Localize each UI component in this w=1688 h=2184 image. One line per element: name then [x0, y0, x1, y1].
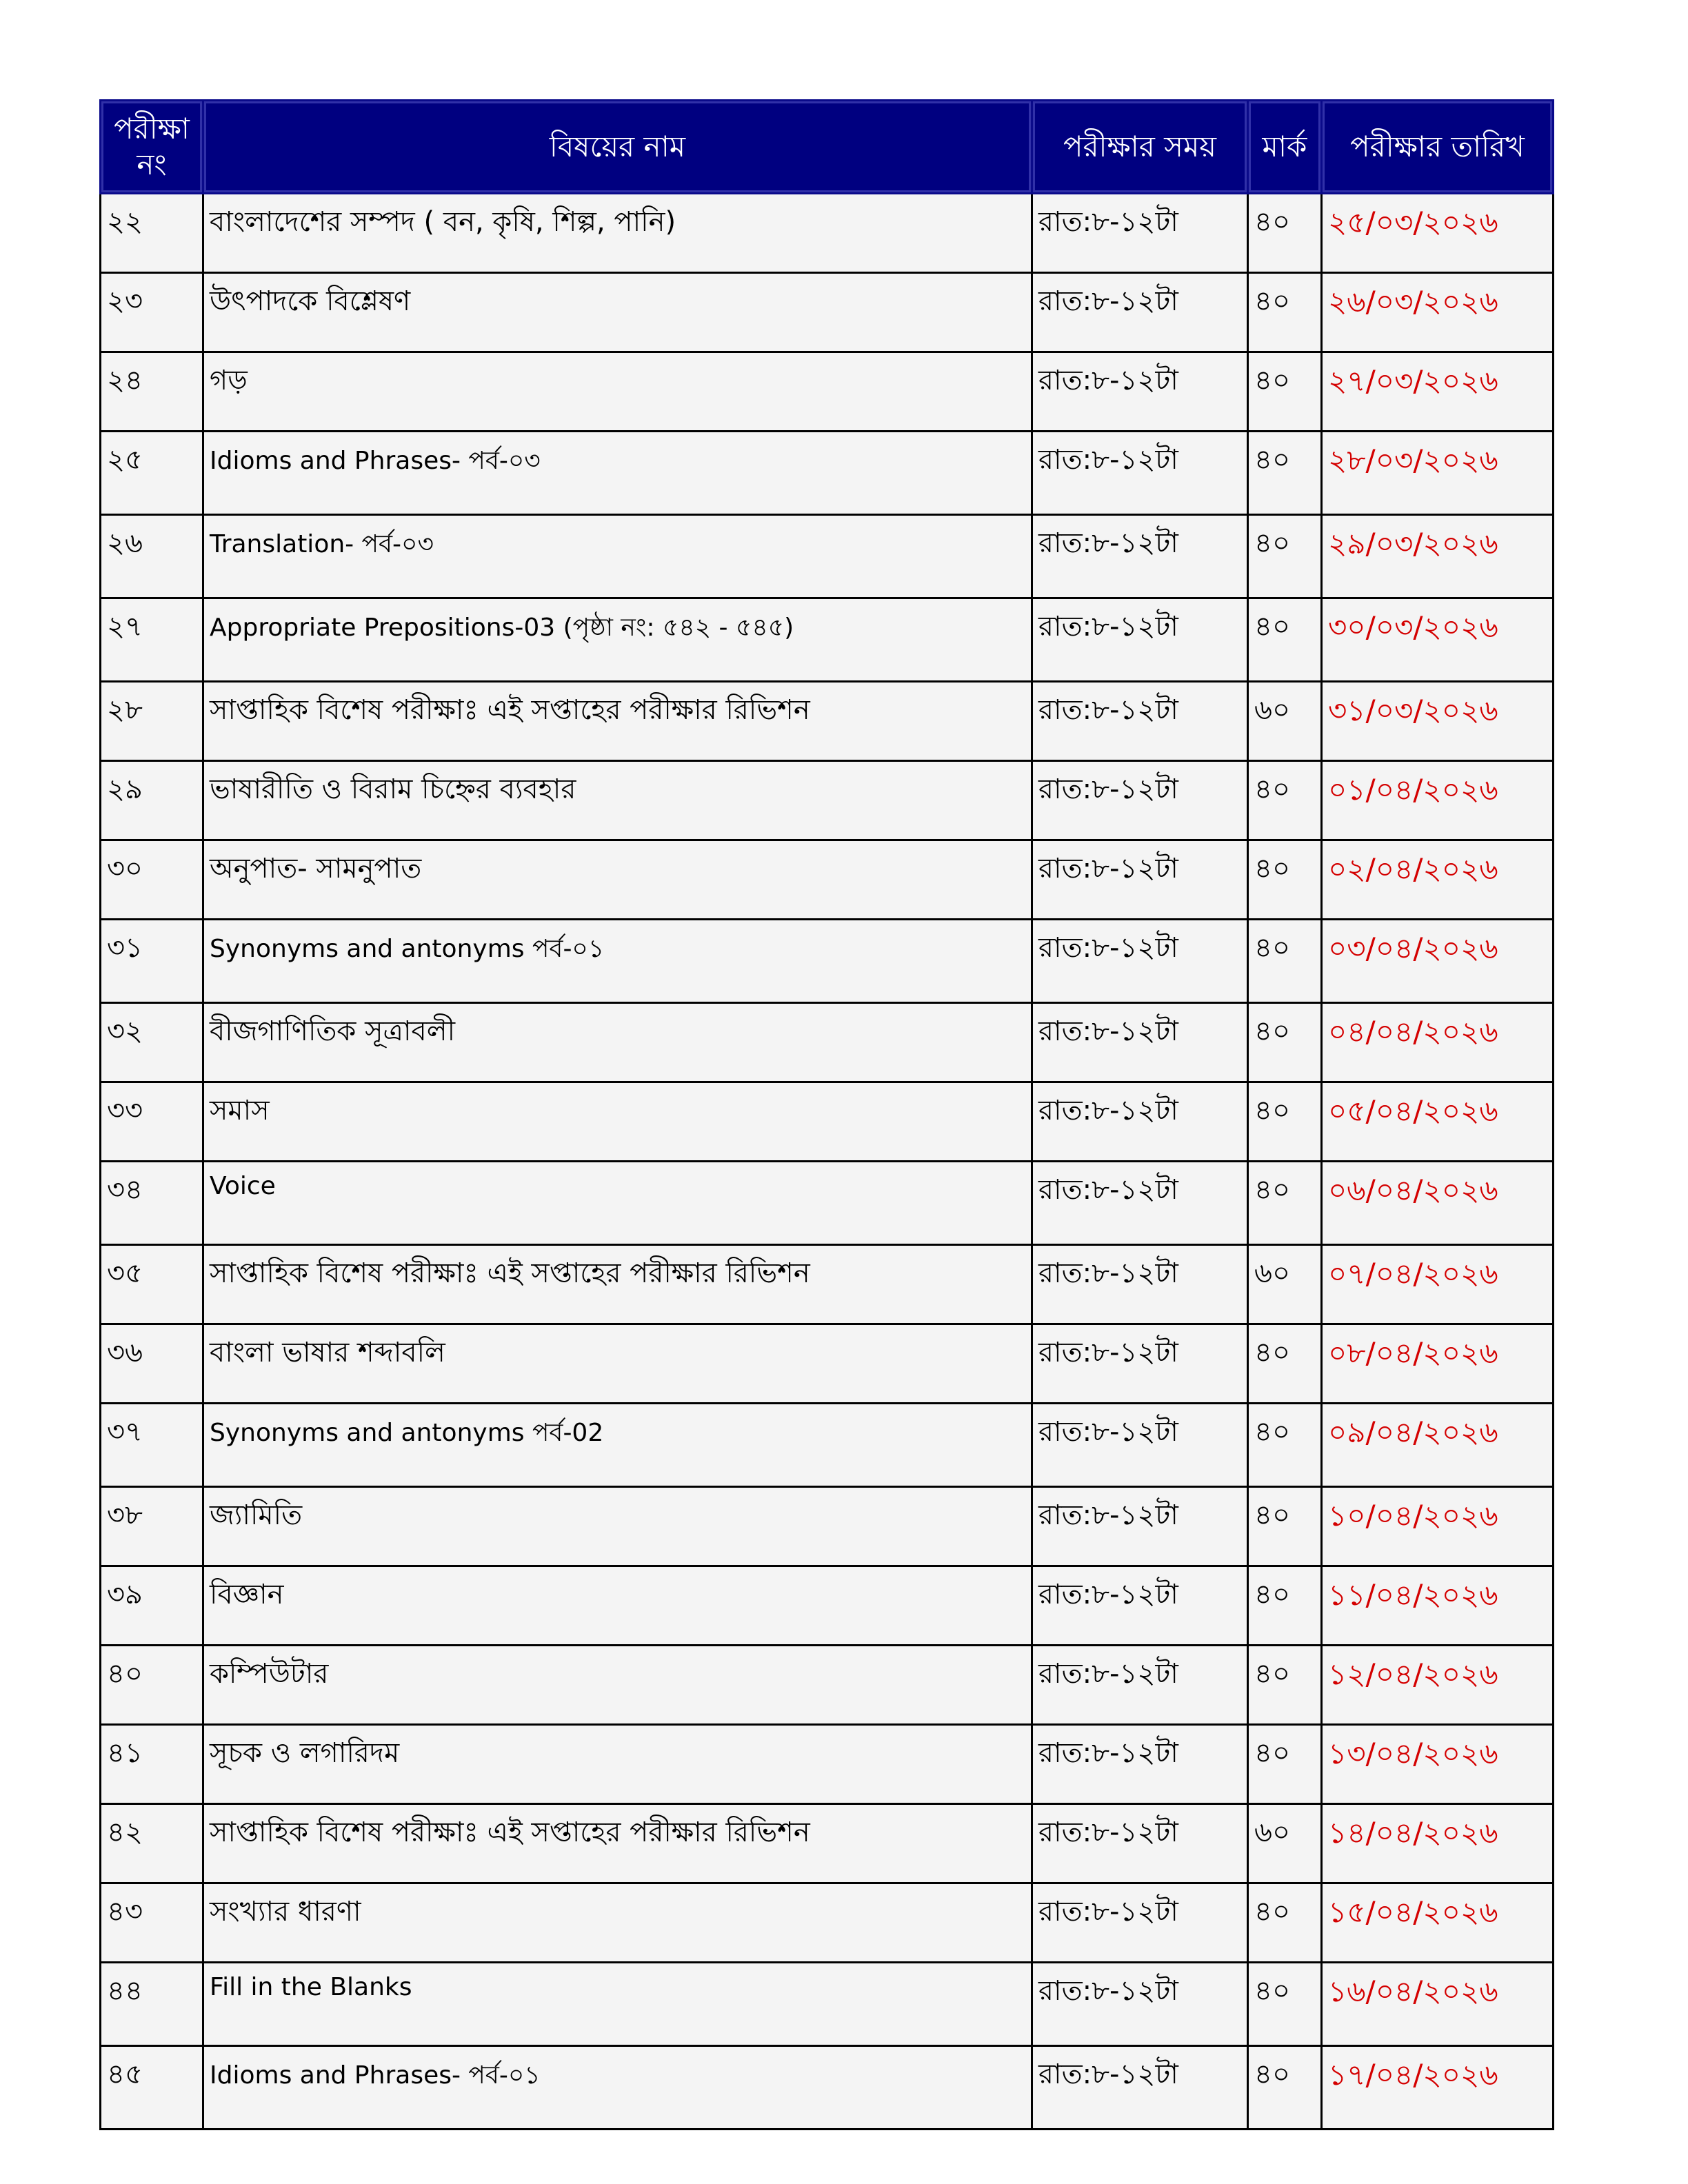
- cell-exam-no: ২৮: [101, 682, 203, 761]
- cell-subject: অনুপাত- সামনুপাত: [203, 840, 1032, 920]
- table-row: [101, 761, 1554, 840]
- cell-date: ২৮/০৩/২০২৬: [1322, 432, 1554, 515]
- cell-exam-no: ৩৭: [101, 1404, 203, 1487]
- cell-mark: ৪০: [1248, 1487, 1322, 1566]
- cell-date: ১৩/০৪/২০২৬: [1322, 1725, 1554, 1804]
- cell-time: রাত:৮-১২টা: [1032, 194, 1248, 273]
- table-row: [101, 1082, 1554, 1162]
- cell-subject: Fill in the Blanks: [203, 1963, 1032, 2046]
- cell-exam-no: ২৪: [101, 352, 203, 432]
- cell-subject: উৎপাদকে বিশ্লেষণ: [203, 273, 1032, 352]
- table-row: [101, 598, 1554, 682]
- cell-mark: ৪০: [1248, 1003, 1322, 1082]
- cell-date: ১৬/০৪/২০২৬: [1322, 1963, 1554, 2046]
- cell-subject: বিজ্ঞান: [203, 1566, 1032, 1646]
- cell-time: রাত:৮-১২টা: [1032, 1404, 1248, 1487]
- table-header: [101, 101, 1554, 194]
- cell-time: রাত:৮-১২টা: [1032, 1082, 1248, 1162]
- cell-exam-no: ৩১: [101, 920, 203, 1003]
- table-row: [101, 1804, 1554, 1883]
- cell-mark: ৪০: [1248, 1566, 1322, 1646]
- cell-time: রাত:৮-১২টা: [1032, 1324, 1248, 1404]
- table-row: [101, 2046, 1554, 2130]
- cell-exam-no: ৪১: [101, 1725, 203, 1804]
- cell-date: ০৭/০৪/২০২৬: [1322, 1245, 1554, 1324]
- cell-date: ২৯/০৩/২০২৬: [1322, 515, 1554, 598]
- header-subject: বিষয়ের নাম: [203, 101, 1032, 194]
- cell-subject: Idioms and Phrases- পর্ব-০৩: [203, 432, 1032, 515]
- cell-mark: ৪০: [1248, 920, 1322, 1003]
- header-row: [101, 101, 1554, 194]
- cell-time: রাত:৮-১২টা: [1032, 515, 1248, 598]
- cell-subject: বীজগাণিতিক সূত্রাবলী: [203, 1003, 1032, 1082]
- cell-subject: Synonyms and antonyms পর্ব-০১: [203, 920, 1032, 1003]
- cell-mark: ৪০: [1248, 1646, 1322, 1725]
- table-row: [101, 840, 1554, 920]
- cell-subject: বাংলাদেশের সম্পদ ( বন, কৃষি, শিল্প, পানি): [203, 194, 1032, 273]
- cell-time: রাত:৮-১২টা: [1032, 1725, 1248, 1804]
- table-row: [101, 1725, 1554, 1804]
- cell-date: ১৫/০৪/২০২৬: [1322, 1883, 1554, 1963]
- cell-time: রাত:৮-১২টা: [1032, 1646, 1248, 1725]
- table-row: [101, 432, 1554, 515]
- table-row: [101, 1487, 1554, 1566]
- cell-subject: সূচক ও লগারিদম: [203, 1725, 1032, 1804]
- cell-mark: ৪০: [1248, 194, 1322, 273]
- cell-subject: Synonyms and antonyms পর্ব-02: [203, 1404, 1032, 1487]
- header-time: পরীক্ষার সময়: [1032, 101, 1248, 194]
- table-row: [101, 1404, 1554, 1487]
- cell-time: রাত:৮-১২টা: [1032, 1883, 1248, 1963]
- cell-date: ৩০/০৩/২০২৬: [1322, 598, 1554, 682]
- cell-exam-no: ৩৫: [101, 1245, 203, 1324]
- cell-date: ১২/০৪/২০২৬: [1322, 1646, 1554, 1725]
- cell-time: রাত:৮-১২টা: [1032, 432, 1248, 515]
- table-row: [101, 1963, 1554, 2046]
- cell-exam-no: ৩৬: [101, 1324, 203, 1404]
- table-row: [101, 682, 1554, 761]
- table-row: [101, 194, 1554, 273]
- cell-time: রাত:৮-১২টা: [1032, 682, 1248, 761]
- cell-time: রাত:৮-১২টা: [1032, 1566, 1248, 1646]
- cell-mark: ৪০: [1248, 1725, 1322, 1804]
- cell-exam-no: ২৭: [101, 598, 203, 682]
- cell-mark: ৪০: [1248, 761, 1322, 840]
- header-date: পরীক্ষার তারিখ: [1322, 101, 1554, 194]
- table-row: [101, 515, 1554, 598]
- cell-mark: ৪০: [1248, 1324, 1322, 1404]
- cell-date: ১০/০৪/২০২৬: [1322, 1487, 1554, 1566]
- table-row: [101, 1162, 1554, 1245]
- cell-subject: Idioms and Phrases- পর্ব-০১: [203, 2046, 1032, 2130]
- cell-time: রাত:৮-১২টা: [1032, 1003, 1248, 1082]
- cell-date: ২৫/০৩/২০২৬: [1322, 194, 1554, 273]
- cell-date: ০৬/০৪/২০২৬: [1322, 1162, 1554, 1245]
- table-row: [101, 1245, 1554, 1324]
- cell-time: রাত:৮-১২টা: [1032, 1804, 1248, 1883]
- cell-exam-no: ৪৫: [101, 2046, 203, 2130]
- cell-subject: সাপ্তাহিক বিশেষ পরীক্ষাঃ এই সপ্তাহের পরীক্ষার রিভিশন: [203, 1245, 1032, 1324]
- table-body: [101, 194, 1554, 2130]
- cell-subject: Appropriate Prepositions-03 (পৃষ্ঠা নং: ৫৪২ - ৫৪৫): [203, 598, 1032, 682]
- cell-time: রাত:৮-১২টা: [1032, 1245, 1248, 1324]
- cell-exam-no: ৩৩: [101, 1082, 203, 1162]
- table-row: [101, 920, 1554, 1003]
- cell-mark: ৪০: [1248, 273, 1322, 352]
- cell-time: রাত:৮-১২টা: [1032, 920, 1248, 1003]
- cell-date: ০১/০৪/২০২৬: [1322, 761, 1554, 840]
- cell-date: ১৪/০৪/২০২৬: [1322, 1804, 1554, 1883]
- cell-mark: ৪০: [1248, 1963, 1322, 2046]
- table-row: [101, 1883, 1554, 1963]
- cell-mark: ৪০: [1248, 352, 1322, 432]
- cell-exam-no: ৩০: [101, 840, 203, 920]
- cell-time: রাত:৮-১২টা: [1032, 2046, 1248, 2130]
- cell-time: রাত:৮-১২টা: [1032, 1963, 1248, 2046]
- cell-mark: ৪০: [1248, 515, 1322, 598]
- cell-mark: ৬০: [1248, 682, 1322, 761]
- cell-date: ০৫/০৪/২০২৬: [1322, 1082, 1554, 1162]
- header-mark: মার্ক: [1248, 101, 1322, 194]
- cell-subject: সমাস: [203, 1082, 1032, 1162]
- cell-time: রাত:৮-১২টা: [1032, 352, 1248, 432]
- table-row: [101, 273, 1554, 352]
- cell-exam-no: ৩২: [101, 1003, 203, 1082]
- cell-subject: সাপ্তাহিক বিশেষ পরীক্ষাঃ এই সপ্তাহের পরীক্ষার রিভিশন: [203, 682, 1032, 761]
- cell-time: রাত:৮-১২টা: [1032, 840, 1248, 920]
- cell-exam-no: ৪৪: [101, 1963, 203, 2046]
- exam-schedule-table: [99, 99, 1554, 2130]
- table-row: [101, 352, 1554, 432]
- cell-mark: ৪০: [1248, 1162, 1322, 1245]
- table-row: [101, 1566, 1554, 1646]
- cell-exam-no: ২৯: [101, 761, 203, 840]
- cell-exam-no: ৪৩: [101, 1883, 203, 1963]
- cell-mark: ৬০: [1248, 1245, 1322, 1324]
- cell-exam-no: ২২: [101, 194, 203, 273]
- cell-exam-no: ২৬: [101, 515, 203, 598]
- table-row: [101, 1003, 1554, 1082]
- cell-date: ০৪/০৪/২০২৬: [1322, 1003, 1554, 1082]
- cell-subject: সাপ্তাহিক বিশেষ পরীক্ষাঃ এই সপ্তাহের পরীক্ষার রিভিশন: [203, 1804, 1032, 1883]
- cell-time: রাত:৮-১২টা: [1032, 1487, 1248, 1566]
- cell-exam-no: ৩৪: [101, 1162, 203, 1245]
- cell-subject: Voice: [203, 1162, 1032, 1245]
- cell-subject: বাংলা ভাষার শব্দাবলি: [203, 1324, 1032, 1404]
- cell-exam-no: ২৩: [101, 273, 203, 352]
- cell-mark: ৪০: [1248, 2046, 1322, 2130]
- cell-date: ০৮/০৪/২০২৬: [1322, 1324, 1554, 1404]
- table-row: [101, 1646, 1554, 1725]
- cell-subject: Translation- পর্ব-০৩: [203, 515, 1032, 598]
- cell-date: ২৭/০৩/২০২৬: [1322, 352, 1554, 432]
- cell-mark: ৪০: [1248, 1883, 1322, 1963]
- header-exam-no: পরীক্ষা নং: [101, 101, 203, 194]
- cell-exam-no: ২৫: [101, 432, 203, 515]
- cell-date: ১১/০৪/২০২৬: [1322, 1566, 1554, 1646]
- cell-date: ০২/০৪/২০২৬: [1322, 840, 1554, 920]
- cell-subject: ভাষারীতি ও বিরাম চিহ্নের ব্যবহার: [203, 761, 1032, 840]
- cell-mark: ৪০: [1248, 1082, 1322, 1162]
- cell-exam-no: ৩৯: [101, 1566, 203, 1646]
- cell-subject: সংখ্যার ধারণা: [203, 1883, 1032, 1963]
- table-row: [101, 1324, 1554, 1404]
- cell-subject: কম্পিউটার: [203, 1646, 1032, 1725]
- cell-date: ০৯/০৪/২০২৬: [1322, 1404, 1554, 1487]
- cell-date: ৩১/০৩/২০২৬: [1322, 682, 1554, 761]
- cell-time: রাত:৮-১২টা: [1032, 1162, 1248, 1245]
- cell-date: ১৭/০৪/২০২৬: [1322, 2046, 1554, 2130]
- cell-time: রাত:৮-১২টা: [1032, 598, 1248, 682]
- cell-time: রাত:৮-১২টা: [1032, 761, 1248, 840]
- cell-mark: ৪০: [1248, 598, 1322, 682]
- cell-mark: ৪০: [1248, 432, 1322, 515]
- cell-mark: ৪০: [1248, 840, 1322, 920]
- cell-mark: ৬০: [1248, 1804, 1322, 1883]
- cell-time: রাত:৮-১২টা: [1032, 273, 1248, 352]
- cell-exam-no: ৪০: [101, 1646, 203, 1725]
- cell-mark: ৪০: [1248, 1404, 1322, 1487]
- cell-subject: জ্যামিতি: [203, 1487, 1032, 1566]
- cell-exam-no: ৪২: [101, 1804, 203, 1883]
- cell-exam-no: ৩৮: [101, 1487, 203, 1566]
- cell-date: ২৬/০৩/২০২৬: [1322, 273, 1554, 352]
- cell-subject: গড়: [203, 352, 1032, 432]
- cell-date: ০৩/০৪/২০২৬: [1322, 920, 1554, 1003]
